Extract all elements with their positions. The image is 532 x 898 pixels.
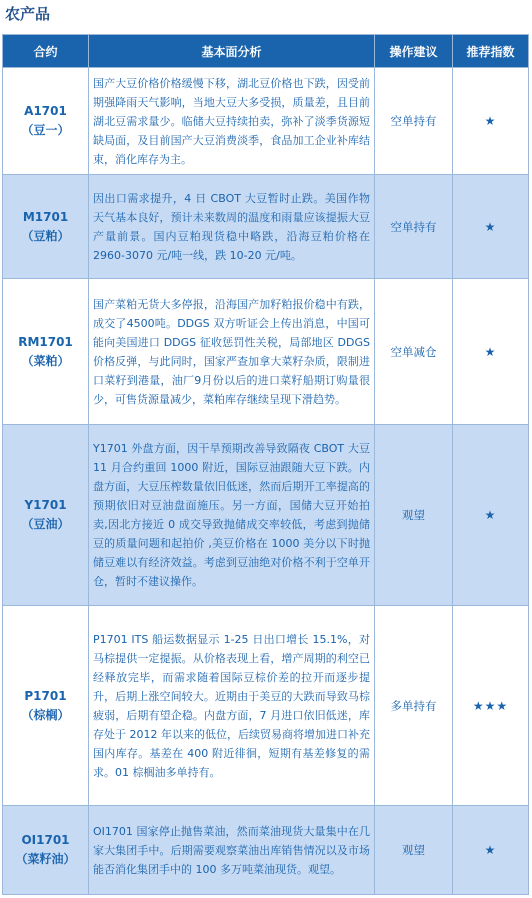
contract-cell xyxy=(3,279,89,425)
contract-code: Y1701 xyxy=(24,498,67,512)
rating-star-icon: ★ xyxy=(453,425,529,606)
header-contract: 合约 xyxy=(3,35,89,68)
contract-code: P1701 xyxy=(24,688,67,703)
contract-cell xyxy=(3,806,89,895)
table-header-row xyxy=(3,35,529,68)
contract-code: OI1701 xyxy=(21,833,70,847)
contract-name: （菜粕） xyxy=(21,353,70,368)
rating-star-icon: ★ xyxy=(453,279,529,425)
header-rating: 推荐指数 xyxy=(453,35,529,68)
action-cell: 观望 xyxy=(375,806,453,895)
contract-code: RM1701 xyxy=(18,334,73,349)
header-analysis: 基本面分析 xyxy=(89,35,375,68)
analysis-cell: 国产大豆价格价格缓慢下移，湖北豆价格也下跌，因受前期强降雨天气影响，当地大豆大多受损，质量差，且目前湖北豆需求量少。临储大豆持续拍卖，弥补了淡季货源短缺局面，及目前国产大豆消费淡季，食品加工企业补库结束，消化库存为主。 xyxy=(89,68,375,175)
action-cell: 空单持有 xyxy=(375,175,453,279)
analysis-cell: OI1701 国家停止抛售菜油，然而菜油现货大量集中在几家大集团手中。后期需要观察菜油出库销售情况以及市场能否消化集团手中的 100 多万吨菜油现货。观望。 xyxy=(89,806,375,895)
rating-star-icon: ★ xyxy=(453,68,529,175)
contract-name: （棕榈） xyxy=(21,707,70,722)
agri-products-table xyxy=(2,34,529,895)
contract-cell xyxy=(3,175,89,279)
contract-cell xyxy=(3,425,89,606)
contract-name: （豆一） xyxy=(21,123,70,137)
contract-cell xyxy=(3,606,89,806)
table-row xyxy=(3,68,529,175)
contract-name: （豆油） xyxy=(21,517,70,531)
contract-name: （菜籽油） xyxy=(15,852,76,866)
contract-code: A1701 xyxy=(24,104,67,118)
section-title: 农产品 xyxy=(5,5,51,23)
table-row xyxy=(3,425,529,606)
analysis-cell: 因出口需求提升，4 日 CBOT 大豆暂时止跌。美国作物天气基本良好，预计未来数周的温度和雨量应该提振大豆产量前景。国内豆粕现货稳中略跌，沿海豆粕价格在 2960-3070 元/吨一线，跌 10-20 元/吨。 xyxy=(89,175,375,279)
rating-star-icon: ★★★ xyxy=(453,606,529,806)
action-cell: 多单持有 xyxy=(375,606,453,806)
analysis-cell: Y1701 外盘方面，因干旱预期改善导致隔夜 CBOT 大豆 11 月合约重回 1000 附近，国际豆油跟随大豆下跌。内盘方面，大豆压榨数量依旧低迷，然而后期开工率提高的预期依旧对豆油盘面施压。另一方面，国储大豆开始拍卖,因北方接近 0 成交导致抛储成交率较低，考虑到抛储豆的质量问题和起拍价 ,美豆价格在 1000 美分以下时抛储豆难以有经济效益。考虑到豆油绝对价格不利于空单开仓，暂时不建议操作。 xyxy=(89,425,375,606)
analysis-cell: P1701 ITS 船运数据显示 1-25 日出口增长 15.1%，对马棕提供一定提振。从价格表现上看，增产周期的利空已经释放完毕，而需求随着国际豆棕价差的拉开而逐步提升，后期上涨空间较大。近期由于美豆的大跌而导致马棕疲弱，后期有望企稳。内盘方面，7 月进口依旧低迷，库存处于 2012 年以来的低位，后续贸易商将增加进口补充国内库存。基差在 400 附近徘徊，短期有基差修复的需求。01 棕榈油多单持有。 xyxy=(89,606,375,806)
table-row xyxy=(3,606,529,806)
table-row xyxy=(3,279,529,425)
analysis-cell: 国产菜粕无货大多停报，沿海国产加籽粕报价稳中有跌，成交了4500吨。DDGS 双方听证会上传出消息，中国可能向美国进口 DDGS 征收惩罚性关税，局部地区 DDGS 价格反弹，与此同时，国家严查加拿大菜籽杂质，限制进口菜籽到港量，油厂9月份以后的进口菜籽船期订购量很少，可售货源量减少，菜粕库存继续呈现下滑趋势。 xyxy=(89,279,375,425)
contract-name: （豆粕） xyxy=(21,228,70,243)
action-cell: 空单持有 xyxy=(375,68,453,175)
action-cell: 空单减仓 xyxy=(375,279,453,425)
rating-star-icon: ★ xyxy=(453,806,529,895)
contract-cell xyxy=(3,68,89,175)
table-row xyxy=(3,175,529,279)
table-row xyxy=(3,806,529,895)
header-action: 操作建议 xyxy=(375,35,453,68)
action-cell: 观望 xyxy=(375,425,453,606)
rating-star-icon: ★ xyxy=(453,175,529,279)
contract-code: M1701 xyxy=(22,209,69,224)
